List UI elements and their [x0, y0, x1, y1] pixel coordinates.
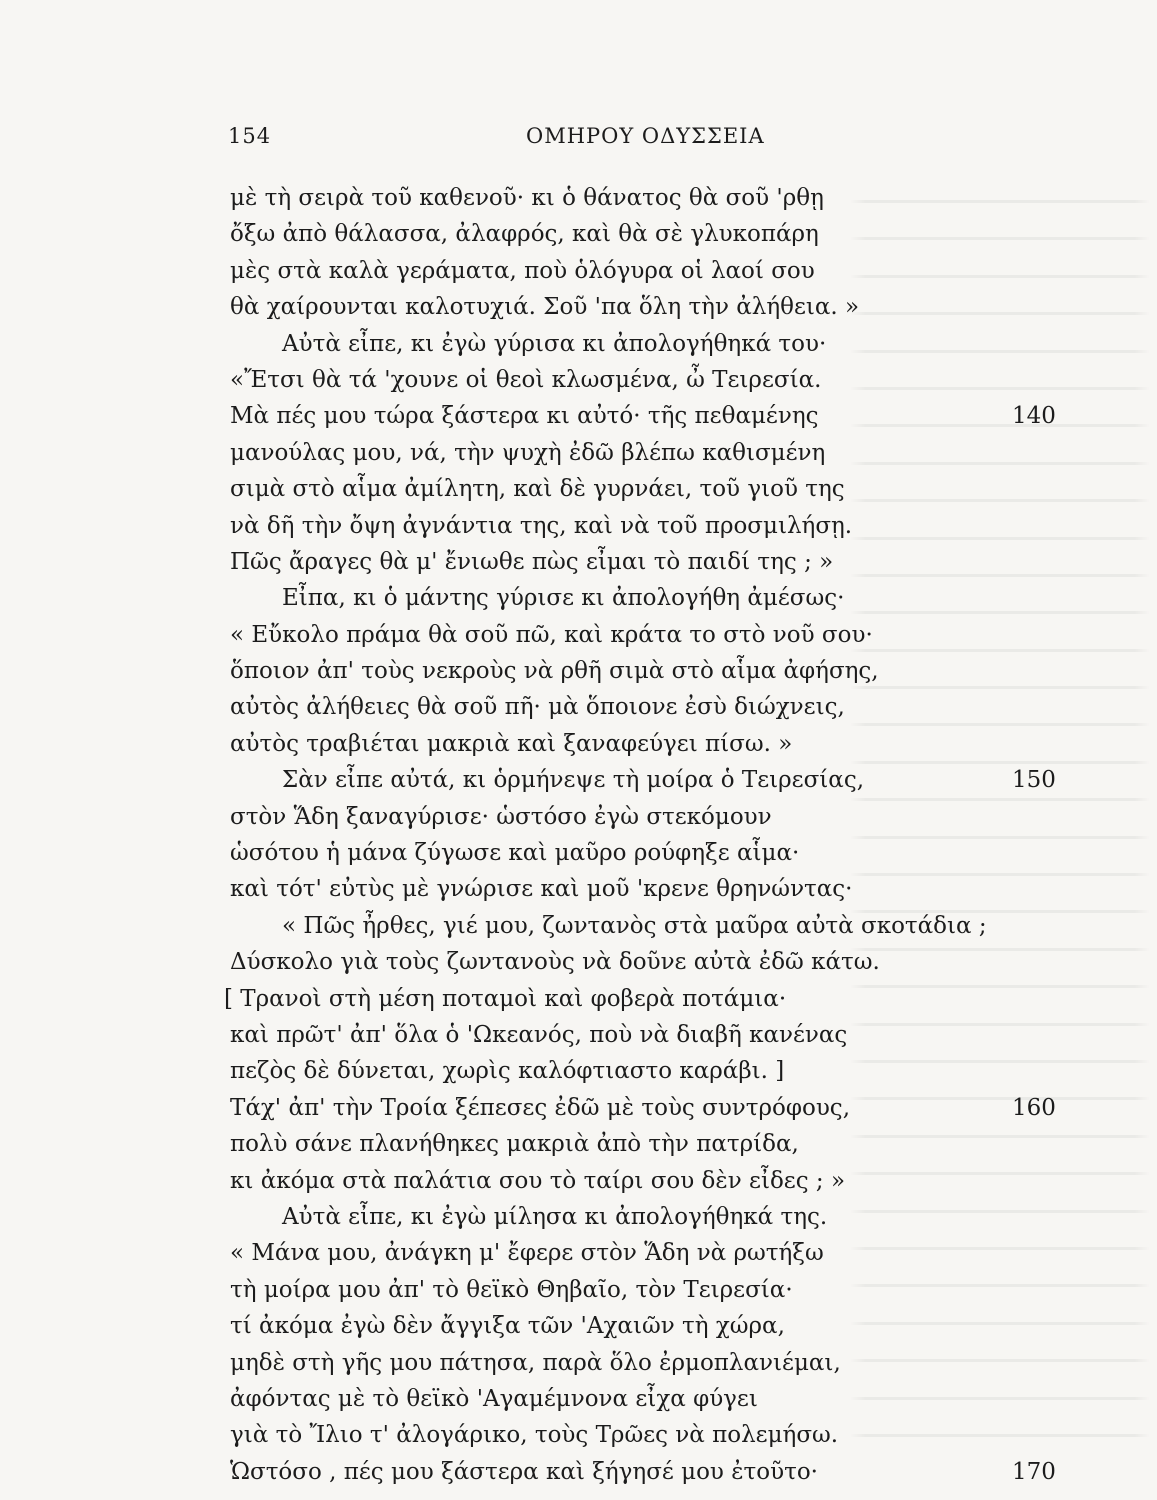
verse-text: καὶ τότ' εὐτὺς μὲ γνώρισε καὶ μοῦ 'κρενε θρηνώντας· — [230, 876, 853, 903]
verse-line — [0, 981, 1157, 1017]
verse-text: αὐτὸς τραβιέται μακριὰ καὶ ξαναφεύγει πίσω. » — [230, 730, 793, 757]
verse-line — [0, 944, 1157, 980]
verse-line — [0, 1381, 1157, 1417]
verse-line — [0, 508, 1157, 544]
verse-text: Αὐτὰ εἶπε, κι ἐγὼ γύρισα κι ἀπολογήθηκά του· — [282, 330, 827, 357]
verse-text: τὴ μοίρα μου ἀπ' τὸ θεϊκὸ Θηβαῖο, τὸν Τειρεσία· — [230, 1276, 793, 1303]
verse-line — [0, 1126, 1157, 1162]
verse-line — [0, 471, 1157, 507]
verse-text: μηδὲ στὴ γῆς μου πάτησα, παρὰ ὅλο ἐρμοπλανιέμαι, — [230, 1349, 841, 1376]
verse-line — [0, 689, 1157, 725]
verse-text: αὐτὸς ἀλήθειες θὰ σοῦ πῆ· μὰ ὅποιονε ἐσὺ διώχνεις, — [230, 694, 845, 721]
verse-text: [ Τρανοὶ στὴ μέση ποταμοὶ καὶ φοβερὰ ποτάμια· — [224, 985, 787, 1012]
verse-line — [0, 762, 1157, 798]
verse-line — [0, 1308, 1157, 1344]
verse-text: Τάχ' ἀπ' τὴν Τροία ξέπεσες ἐδῶ μὲ τοὺς συντρόφους, — [230, 1094, 851, 1121]
verse-line — [0, 799, 1157, 835]
verse-text: μὲ τὴ σειρὰ τοῦ καθενοῦ· κι ὁ θάνατος θὰ σοῦ 'ρθῃ — [230, 185, 824, 211]
verse-line — [0, 1090, 1157, 1126]
verse-text: καὶ πρῶτ' ἀπ' ὅλα ὁ 'Ωκεανός, ποὺ νὰ διαβῆ κανένας — [230, 1021, 848, 1048]
verse-text: Εἶπα, κι ὁ μάντης γύρισε κι ἀπολογήθη ἀμέσως· — [282, 585, 845, 612]
verse-line — [0, 726, 1157, 762]
verse-text: μὲς στὰ καλὰ γεράματα, ποὺ ὁλόγυρα οἱ λαοί σου — [230, 257, 815, 284]
running-title: ΟΜΗΡΟΥ ΟΔΥΣΣΕΙΑ — [526, 124, 765, 148]
line-number: 150 — [1012, 767, 1056, 794]
verse-text: στὸν Ἅδη ξαναγύρισε· ὡστόσο ἐγὼ στεκόμουν — [230, 803, 772, 830]
verse-line — [0, 1163, 1157, 1199]
verse-text: νὰ δῆ τὴν ὄψη ἀγνάντια της, καὶ νὰ τοῦ προσμιλήσῃ. — [230, 512, 853, 539]
verse-line — [0, 835, 1157, 871]
verse-text: Αὐτὰ εἶπε, κι ἐγὼ μίλησα κι ἀπολογήθηκά της. — [282, 1203, 828, 1230]
verse-line — [0, 180, 1157, 216]
verse-text: ὅποιον ἀπ' τοὺς νεκροὺς νὰ ρθῆ σιμὰ στὸ αἷμα ἀφήσης, — [230, 658, 879, 685]
verse-text: θὰ χαίρουνται καλοτυχιά. Σοῦ 'πα ὅλη τὴν ἀλήθεια. » — [230, 294, 860, 321]
verse-line — [0, 1199, 1157, 1235]
verse-line — [0, 362, 1157, 398]
verse-line — [0, 1454, 1157, 1490]
verse-text: πεζὸς δὲ δύνεται, χωρὶς καλόφτιαστο καράβι. ] — [230, 1058, 785, 1085]
verse-line — [0, 253, 1157, 289]
verse-line — [0, 1417, 1157, 1453]
verse-line — [0, 580, 1157, 616]
verse-text: Μὰ πές μου τώρα ξάστερα κι αὐτό· τῆς πεθαμένης — [230, 403, 819, 430]
verse-line — [0, 1235, 1157, 1271]
verse-text: μανούλας μου, νά, τὴν ψυχὴ ἐδῶ βλέπω καθισμένη — [230, 439, 826, 466]
verse-text: ὡσότου ἡ μάνα ζύγωσε καὶ μαῦρο ρούφηξε αἷμα· — [230, 840, 800, 867]
line-number: 170 — [1012, 1458, 1056, 1485]
verse-text: « Μάνα μου, ἀνάγκη μ' ἔφερε στὸν Ἅδη νὰ ρωτήξω — [230, 1240, 824, 1267]
verse-line — [0, 908, 1157, 944]
line-number: 140 — [1012, 403, 1056, 430]
verse-text: πολὺ σάνε πλανήθηκες μακριὰ ἀπὸ τὴν πατρίδα, — [230, 1131, 799, 1158]
verse-text: σιμὰ στὸ αἷμα ἀμίλητη, καὶ δὲ γυρνάει, τοῦ γιοῦ της — [230, 476, 845, 503]
verse-text: Πῶς ἄραγες θὰ μ' ἔνιωθε πὼς εἶμαι τὸ παιδί της ; » — [230, 548, 834, 575]
verse-line — [0, 1053, 1157, 1089]
verse-line — [0, 398, 1157, 434]
verse-text: γιὰ τὸ Ἴλιο τ' ἀλογάρικο, τοὺς Τρῶες νὰ πολεμήσω. — [230, 1422, 839, 1449]
verse-text: Σὰν εἶπε αὐτά, κι ὁρμήνεψε τὴ μοίρα ὁ Τειρεσίας, — [282, 767, 865, 794]
verse-text: κι ἀκόμα στὰ παλάτια σου τὸ ταίρι σου δὲν εἶδες ; » — [230, 1167, 846, 1194]
verse-text: « Πῶς ἦρθες, γιέ μου, ζωντανὸς στὰ μαῦρα αὐτὰ σκοτάδια ; — [282, 912, 987, 939]
verse-line — [0, 544, 1157, 580]
verse-line — [0, 289, 1157, 325]
verse-line — [0, 326, 1157, 362]
verse-line — [0, 653, 1157, 689]
verse-text: « Εὔκολο πράμα θὰ σοῦ πῶ, καὶ κράτα το στὸ νοῦ σου· — [230, 621, 873, 648]
verse-text: ὄξω ἀπὸ θάλασσα, ἀλαφρός, καὶ θὰ σὲ γλυκοπάρη — [230, 221, 819, 248]
verse-text: τί ἀκόμα ἐγὼ δὲν ἄγγιξα τῶν 'Αχαιῶν τὴ χώρα, — [230, 1313, 785, 1340]
page-header — [228, 124, 788, 154]
verse-line — [0, 617, 1157, 653]
page-number: 154 — [228, 124, 272, 148]
verse-text: ἀφόντας μὲ τὸ θεϊκὸ 'Αγαμέμνονα εἶχα φύγει — [230, 1385, 758, 1412]
verse-line — [0, 871, 1157, 907]
verse-block — [0, 180, 1157, 1490]
line-number: 160 — [1012, 1094, 1056, 1121]
verse-line — [0, 216, 1157, 252]
verse-text: Δύσκολο γιὰ τοὺς ζωντανοὺς νὰ δοῦνε αὐτὰ ἐδῶ κάτω. — [230, 949, 880, 976]
verse-line — [0, 1345, 1157, 1381]
verse-line — [0, 1272, 1157, 1308]
verse-text: Ὡστόσο , πές μου ξάστερα καὶ ξήγησέ μου ἐτοῦτο· — [230, 1458, 818, 1485]
verse-line — [0, 435, 1157, 471]
verse-text: «Ἔτσι θὰ τά 'χουνε οἱ θεοὶ κλωσμένα, ὦ Τειρεσία. — [230, 366, 822, 393]
verse-line — [0, 1017, 1157, 1053]
